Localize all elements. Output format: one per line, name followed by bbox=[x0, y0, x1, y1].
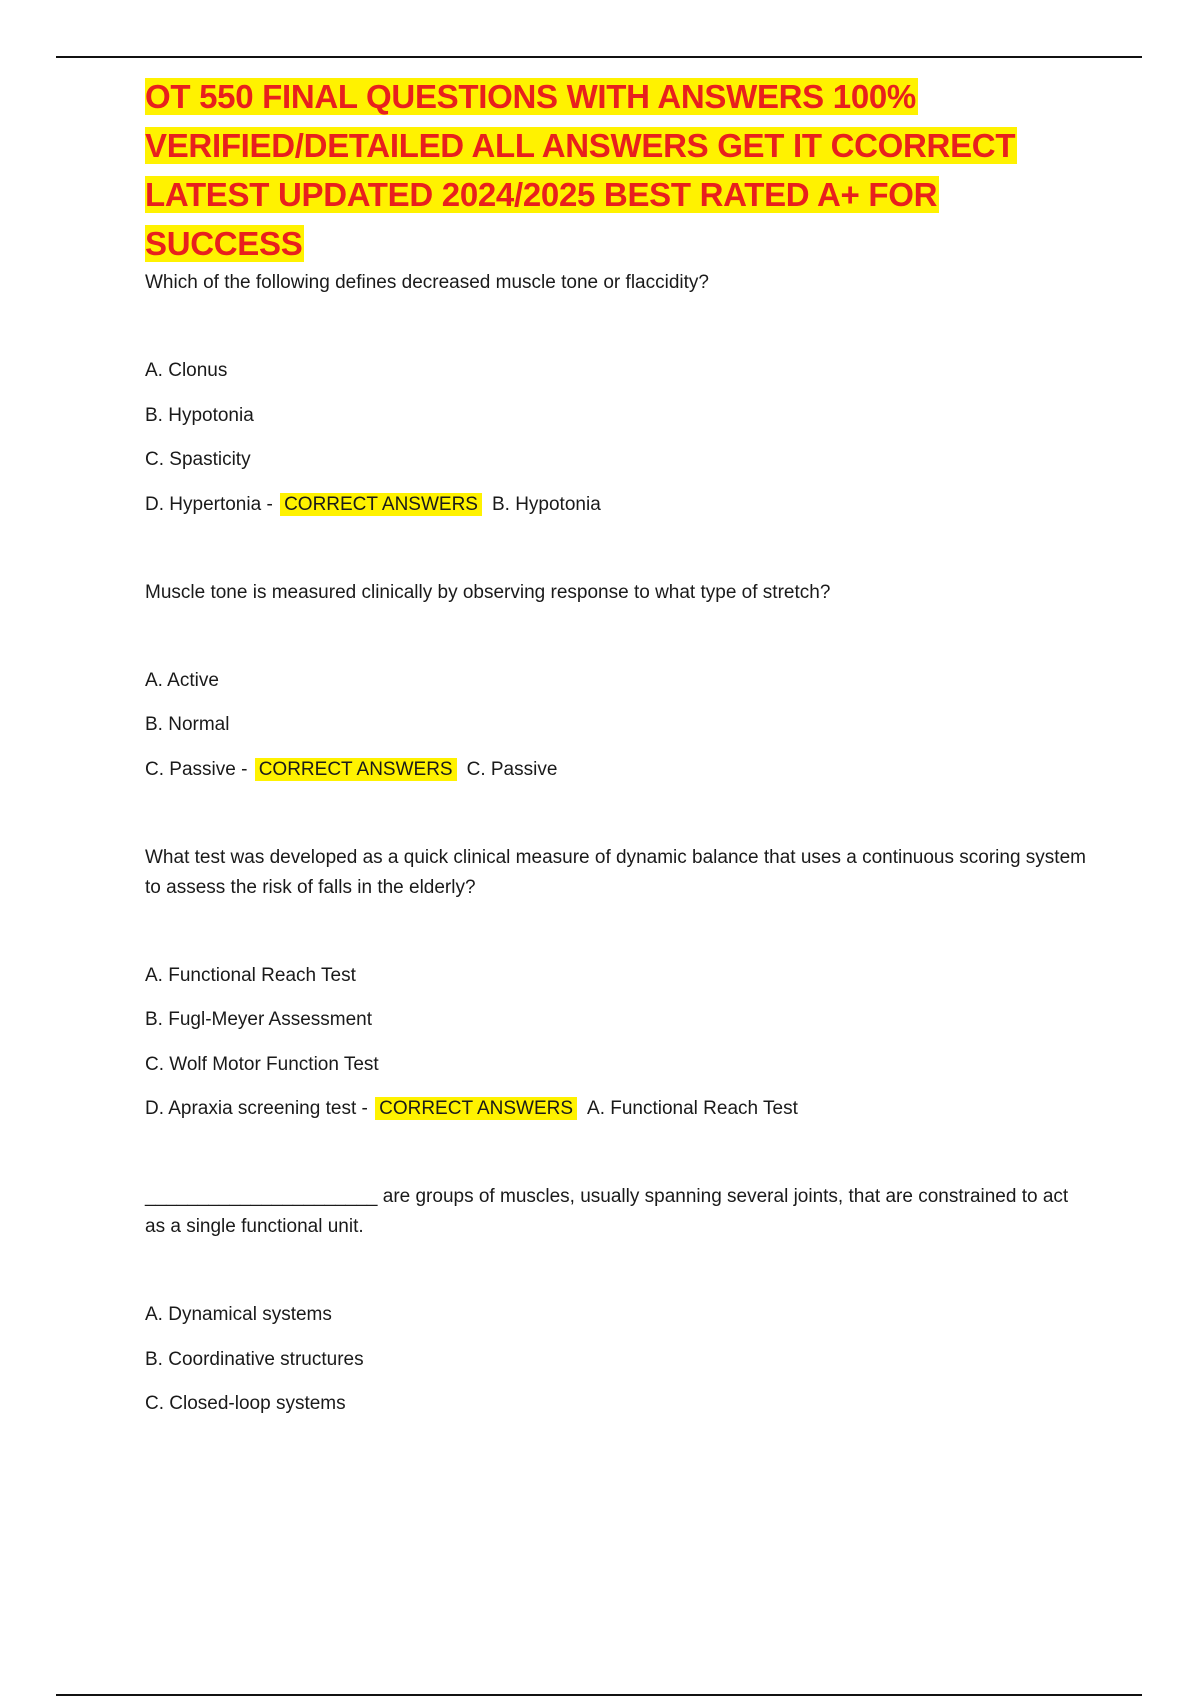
option-a: A. Dynamical systems bbox=[145, 1304, 332, 1325]
question-block-4 bbox=[145, 1182, 1090, 1419]
question-text: What test was developed as a quick clinical measure of dynamic balance that uses a continuous scoring system to assess the risk of falls in the elderly? bbox=[145, 846, 1086, 898]
question-text: Muscle tone is measured clinically by observing response to what type of stretch? bbox=[145, 581, 831, 603]
option-d: D. Hypertonia - bbox=[145, 493, 273, 515]
option-b: B. Fugl-Meyer Assessment bbox=[145, 1009, 373, 1030]
options-list bbox=[145, 356, 1090, 520]
options-list bbox=[145, 961, 1090, 1125]
document-body bbox=[145, 72, 1090, 1434]
bottom-rule bbox=[56, 1694, 1142, 1696]
option-b: B. Normal bbox=[145, 714, 230, 735]
correct-answers-tag: CORRECT ANSWERS bbox=[375, 1097, 577, 1120]
question-block-2 bbox=[145, 578, 1090, 785]
options-list bbox=[145, 666, 1090, 785]
option-a: A. Active bbox=[145, 669, 219, 691]
top-rule bbox=[56, 56, 1142, 58]
question-text: ______________________ are groups of muscles, usually spanning several joints, that are constrained to act as a single functional unit. bbox=[145, 1186, 1069, 1237]
title-highlight: OT 550 FINAL QUESTIONS WITH ANSWERS 100% VERIFIED/DETAILED ALL ANSWERS GET IT CCORRECT LATEST UPDATED 2024/2025 BEST RATED A+ FOR SUCCESS bbox=[145, 78, 1016, 262]
correct-answers-tag: CORRECT ANSWERS bbox=[280, 493, 482, 516]
correct-answer: B. Hypotonia bbox=[491, 493, 601, 515]
option-d-with-answer bbox=[145, 490, 1090, 520]
option-d-with-answer bbox=[145, 1094, 1090, 1124]
option-c-with-answer bbox=[145, 755, 1090, 785]
question-block-3 bbox=[145, 843, 1090, 1125]
correct-answer: A. Functional Reach Test bbox=[587, 1098, 798, 1119]
correct-answers-tag: CORRECT ANSWERS bbox=[255, 758, 457, 781]
option-c: C. Closed-loop systems bbox=[145, 1393, 346, 1414]
option-d: D. Apraxia screening test - bbox=[145, 1098, 368, 1119]
option-b: B. Hypotonia bbox=[145, 404, 254, 426]
option-c: C. Spasticity bbox=[145, 449, 251, 470]
options-list bbox=[145, 1300, 1090, 1419]
option-a: A. Clonus bbox=[145, 360, 228, 381]
document-title bbox=[145, 72, 1090, 268]
question-text: Which of the following defines decreased muscle tone or flaccidity? bbox=[145, 272, 709, 293]
correct-answer: C. Passive bbox=[466, 758, 558, 780]
question-block-1 bbox=[145, 268, 1090, 520]
option-c: C. Wolf Motor Function Test bbox=[145, 1053, 379, 1075]
option-a: A. Functional Reach Test bbox=[145, 964, 356, 986]
option-c: C. Passive - bbox=[145, 758, 248, 780]
option-b: B. Coordinative structures bbox=[145, 1348, 364, 1370]
